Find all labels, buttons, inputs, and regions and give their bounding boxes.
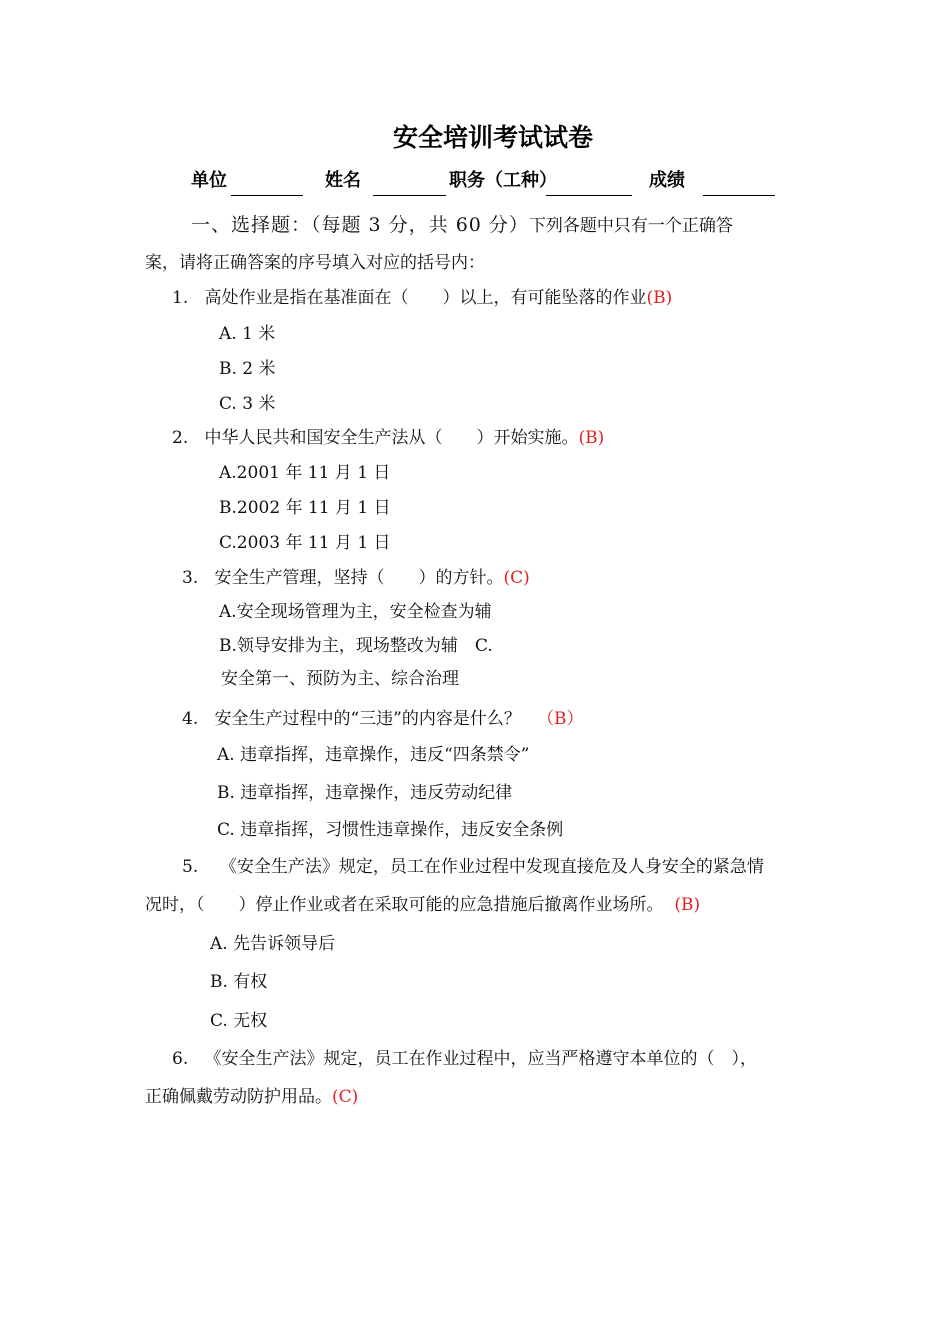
question-4: [182, 704, 584, 729]
option-item: 安全第一、预防为主、综合治理: [221, 669, 459, 689]
question-text: 安全生产过程中的“三违”的内容是什么？: [214, 709, 521, 729]
question-6: [172, 1044, 757, 1069]
position-blank: [546, 195, 632, 196]
answer-mark: (B): [674, 895, 701, 915]
option-item: C. 3 米: [219, 394, 276, 414]
option-item: C. 违章指挥，习惯性违章操作，违反安全条例: [217, 820, 564, 840]
answer-mark: (C): [332, 1087, 359, 1107]
option-item: B. 2 米: [219, 359, 276, 379]
section-heading: 一、选择题：（每题 3 分，共 60 分）: [191, 214, 529, 236]
answer-mark: （B）: [537, 709, 584, 729]
score-label: 成绩: [649, 170, 685, 191]
question-5: [182, 852, 764, 877]
question-text-line1: 《安全生产法》规定，员工在作业过程中发现直接危及人身安全的紧急情: [219, 857, 764, 877]
score-blank: [703, 195, 775, 196]
option-item: C. 无权: [210, 1011, 268, 1031]
question-number: 1.: [172, 288, 189, 308]
name-blank: [373, 195, 446, 196]
question-text: 高处作业是指在基准面在（ ）以上，有可能坠落的作业: [204, 288, 647, 308]
name-label: 姓名: [325, 170, 361, 191]
question-number: 3.: [182, 568, 199, 588]
section-instruction-part2: 案，请将正确答案的序号填入对应的括号内：: [145, 253, 485, 273]
option-item: B.2002 年 11 月 1 日: [219, 498, 391, 518]
question-3: [182, 563, 530, 588]
section-heading-line: [191, 210, 733, 237]
question-5-continued: [145, 890, 700, 915]
question-number: 2.: [172, 428, 189, 448]
question-text-line2: 况时，（ ）停止作业或者在采取可能的应急措施后撤离作业场所。: [145, 895, 664, 915]
option-item: B.领导安排为主，现场整改为辅 C.: [219, 636, 493, 656]
position-label: 职务（工种）: [449, 170, 557, 191]
option-item: B. 违章指挥，违章操作，违反劳动纪律: [217, 783, 513, 803]
answer-mark: (C): [503, 568, 530, 588]
question-1: [172, 283, 672, 308]
question-text-line1: 《安全生产法》规定，员工在作业过程中，应当严格遵守本单位的（ ），: [204, 1049, 757, 1069]
question-6-continued: [145, 1082, 358, 1107]
question-number: 4.: [182, 709, 199, 729]
question-text-line2: 正确佩戴劳动防护用品。: [145, 1087, 332, 1107]
option-item: A.安全现场管理为主，安全检查为辅: [219, 602, 492, 622]
answer-mark: (B): [578, 428, 605, 448]
answer-mark: (B): [646, 288, 673, 308]
unit-label: 单位: [191, 170, 227, 191]
question-number: 6.: [172, 1049, 189, 1069]
option-item: B. 有权: [210, 972, 268, 992]
option-item: A.2001 年 11 月 1 日: [219, 463, 391, 483]
unit-blank: [231, 195, 303, 196]
section-instruction-part1: 下列各题中只有一个正确答: [528, 216, 733, 236]
option-item: C.2003 年 11 月 1 日: [219, 533, 391, 553]
question-2: [172, 423, 604, 448]
option-item: A. 先告诉领导后: [210, 934, 336, 954]
exam-header-fields: [0, 166, 950, 200]
question-text: 中华人民共和国安全生产法从（ ）开始实施。: [204, 428, 579, 448]
question-number: 5.: [182, 857, 199, 877]
page-title: 安全培训考试试卷: [392, 123, 593, 152]
option-item: A. 1 米: [219, 324, 276, 344]
option-item: A. 违章指挥，违章操作，违反“四条禁令”: [217, 745, 530, 765]
question-text: 安全生产管理，坚持（ ）的方针。: [214, 568, 504, 588]
